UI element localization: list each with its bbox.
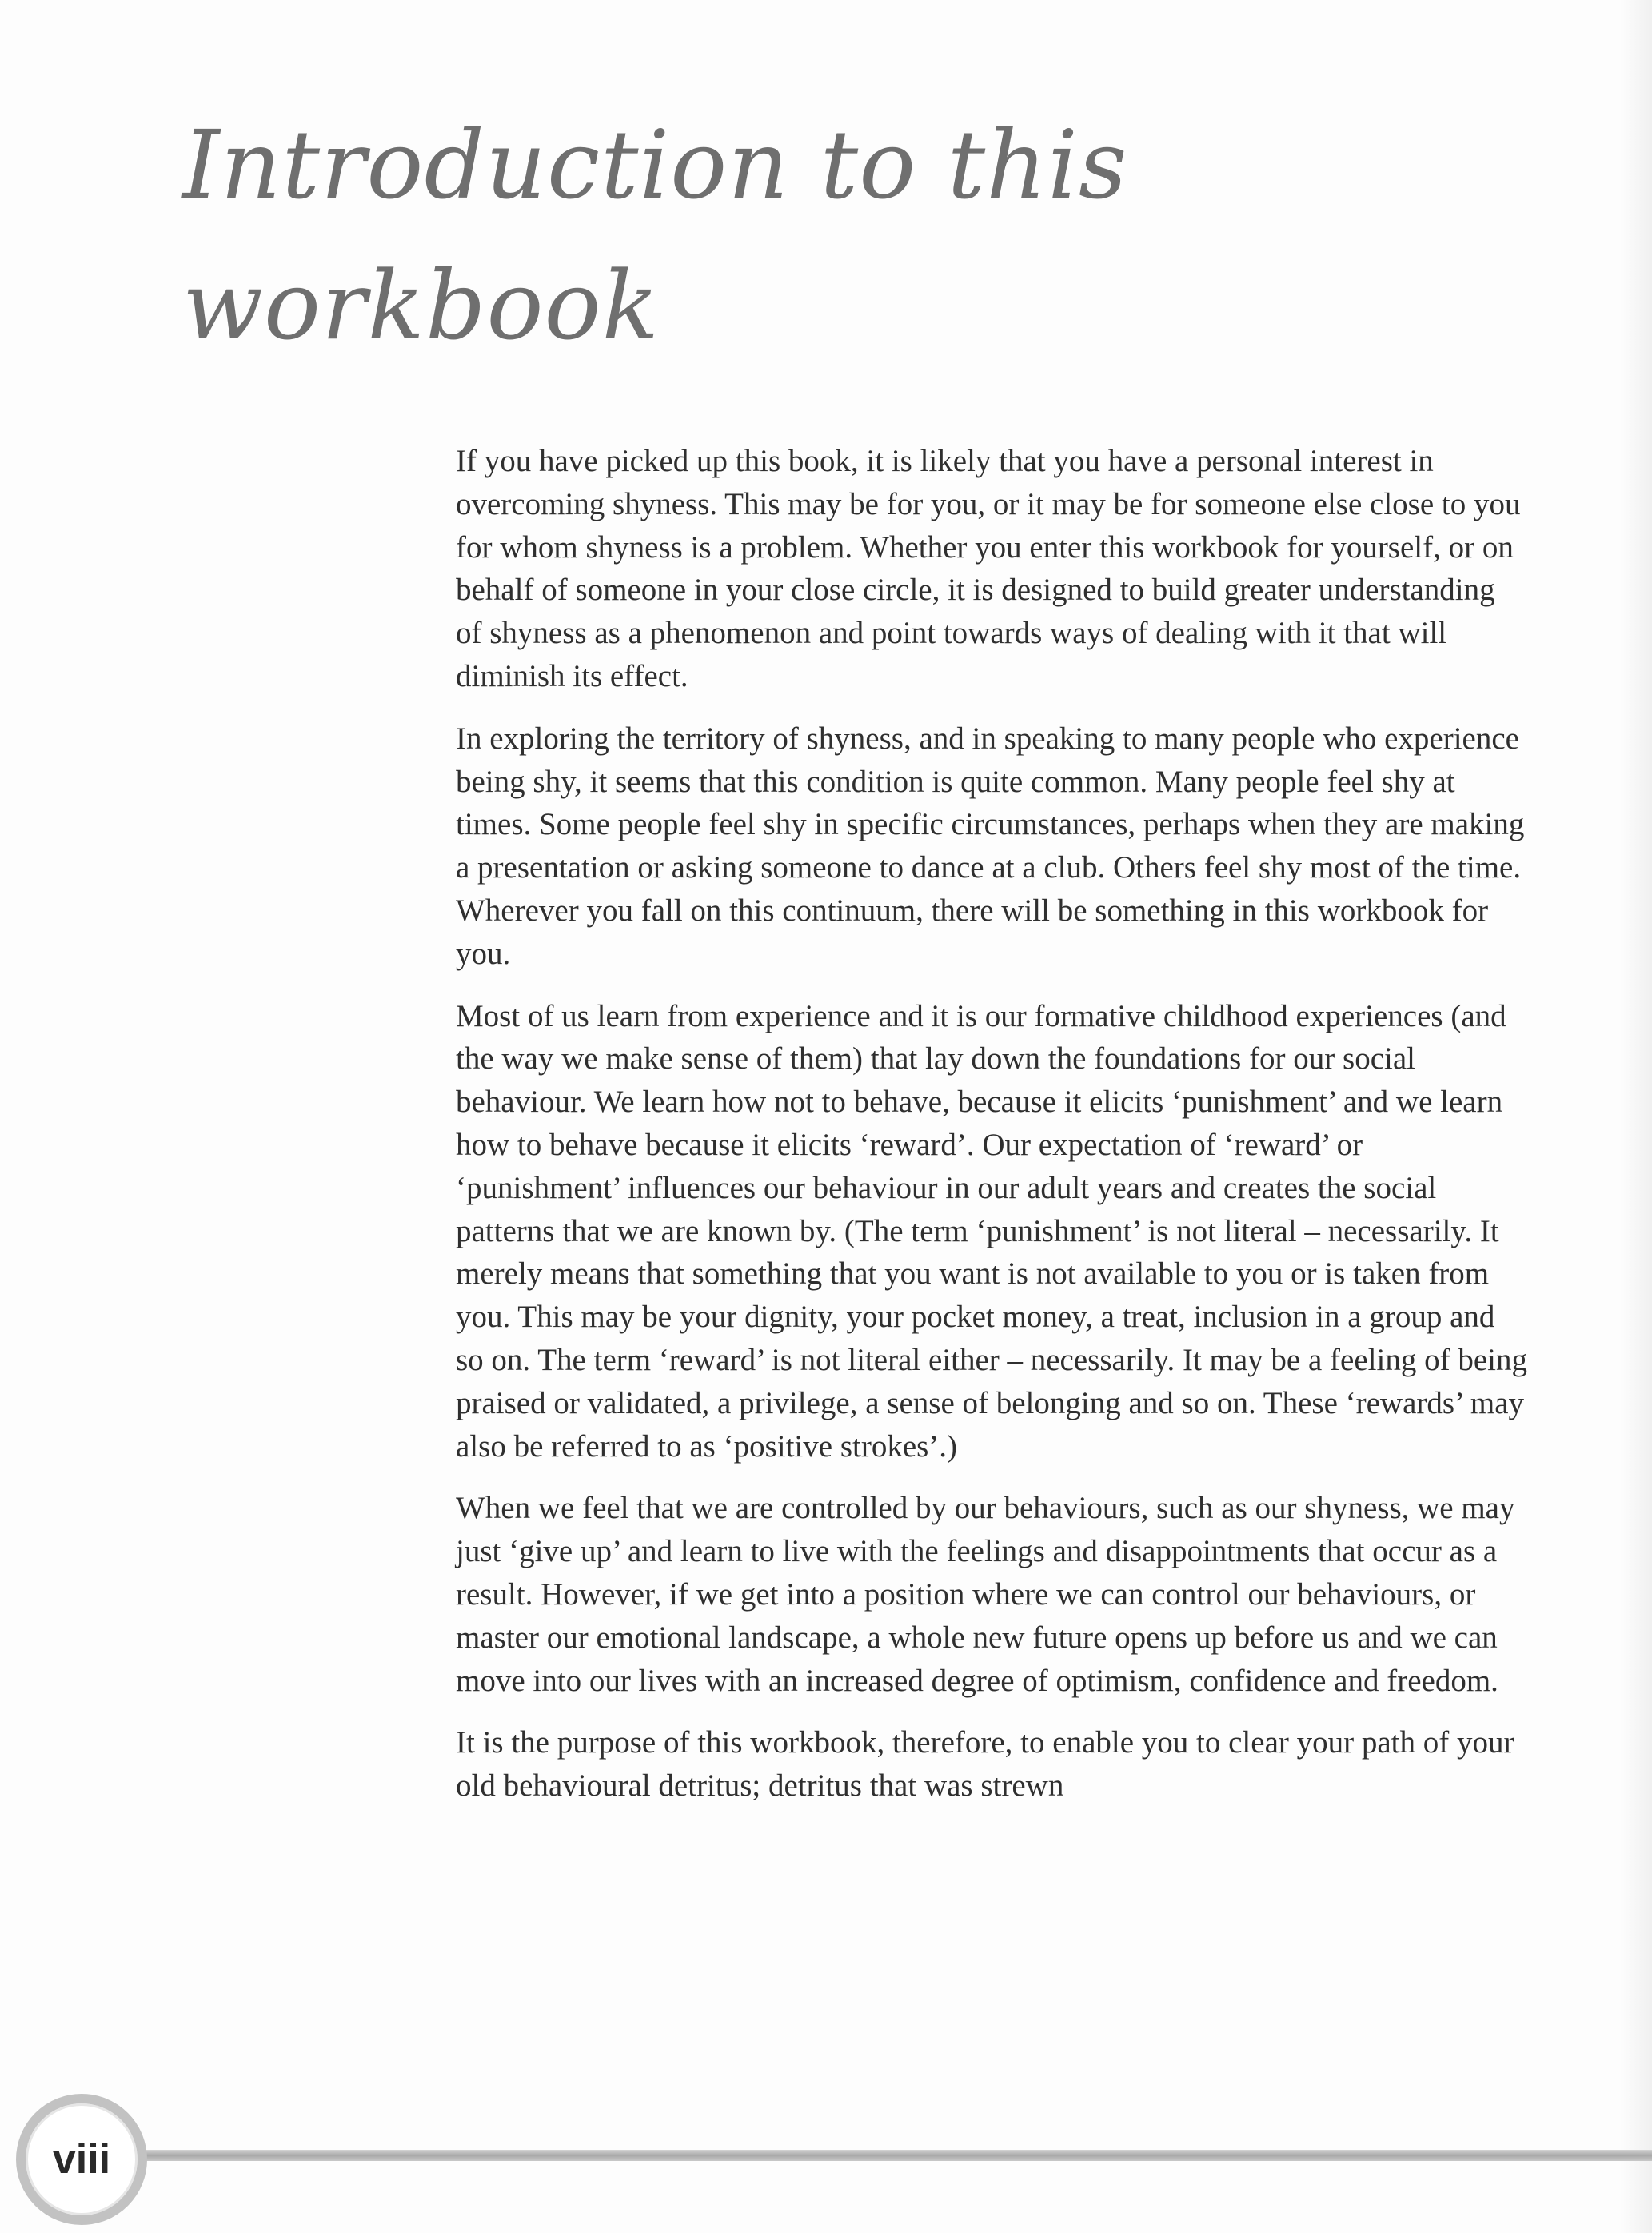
page-title bbox=[182, 94, 1382, 376]
paragraph: It is the purpose of this workbook, therefore, to enable you to clear your path of your old behavioural detritus; detritus that was strewn bbox=[456, 1725, 1514, 1804]
body-text bbox=[456, 440, 1527, 1827]
paragraph: When we feel that we are controlled by our behaviours, such as our shyness, we may just ‘give up’ and learn to live with the feelings and disappointments that occur as a result. However, if we get into a position where we can control our behaviours, or master our emotional landscape, a whole new future opens up before us and we can move into our lives with an increased degree of optimism, confidence and freedom. bbox=[456, 1491, 1515, 1698]
paragraph: If you have picked up this book, it is likely that you have a personal interest in overcoming shyness. This may be for you, or it may be for someone else close to you for whom shyness is a problem. Whether you enter this workbook for yourself, or on behalf of someone in your close circle, it is designed to build greater understanding of shyness as a phenomenon and point towards ways of dealing with it that will diminish its effect. bbox=[456, 444, 1521, 693]
paragraph: Most of us learn from experience and it is our formative childhood experiences (and the way we make sense of them) that lay down the foundations for our social behaviour. We learn how not to behave, because it elicits ‘punishment’ and we learn how to behave because it elicits ‘reward’. Our expectation of ‘reward’ or ‘punishment’ influences our behaviour in our adult years and creates the social patterns that we are known by. (The term ‘punishment’ is not literal – necessarily. It merely means that something that you want is not available to you or is taken from you. This may be your dignity, your pocket money, a treat, inclusion in a group and so on. The term ‘reward’ is not literal either – necessarily. It may be a feeling of being praised or validated, a privilege, a sense of belonging and so on. These ‘rewards’ may also be referred to as ‘positive strokes’.) bbox=[456, 998, 1527, 1464]
page-edge-shadow bbox=[1620, 0, 1652, 2233]
page-title-line-2: workbook bbox=[182, 250, 660, 361]
footer-rule bbox=[144, 2150, 1652, 2161]
page-number-badge bbox=[16, 2094, 147, 2225]
page-number: viii bbox=[52, 2136, 111, 2183]
paragraph: In exploring the territory of shyness, and in speaking to many people who experience being shy, it seems that this condition is quite common. Many people feel shy at times. Some people feel shy in specific circumstances, perhaps when they are making a presentation or asking someone to dance at a club. Others feel shy most of the time. Wherever you fall on this continuum, there will be something in this workbook for you. bbox=[456, 721, 1525, 971]
page-title-line-1: Introduction to this bbox=[182, 110, 1128, 220]
